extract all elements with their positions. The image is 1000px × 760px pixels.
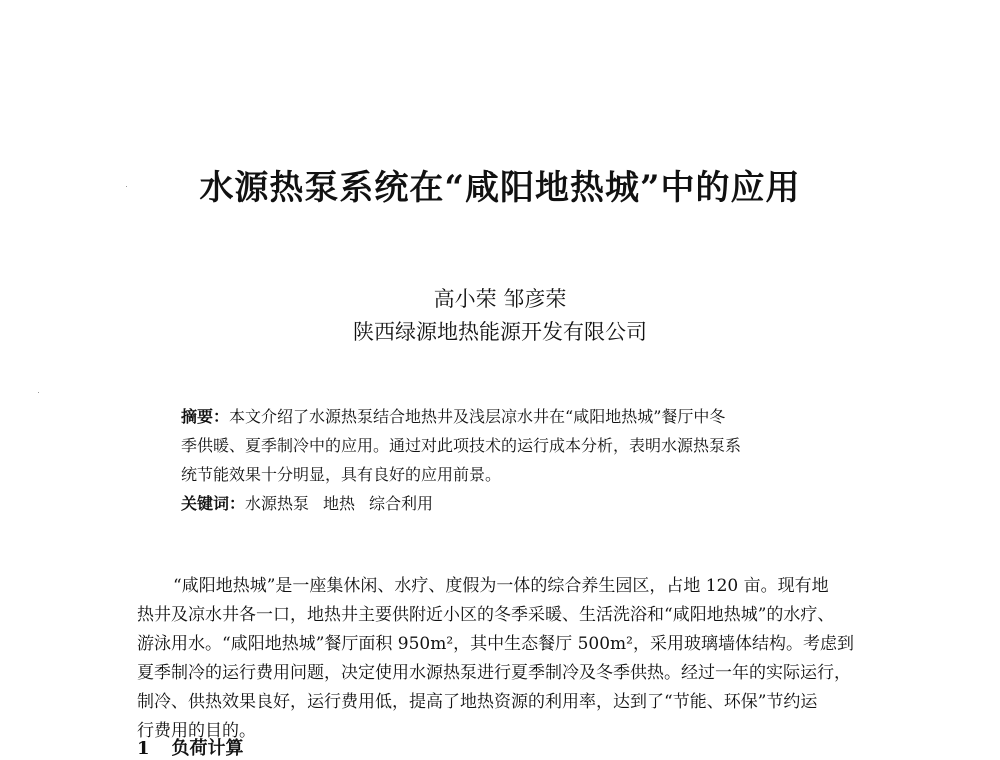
body-paragraph <box>137 572 877 746</box>
keyword: 水源热泵 <box>245 494 310 513</box>
abstract <box>181 402 801 489</box>
keyword: 综合利用 <box>369 494 434 513</box>
affiliation: 陕西绿源地热能源开发有限公司 <box>353 320 647 344</box>
section-title: 负荷计算 <box>171 738 244 759</box>
body-line: 游泳用水。“咸阳地热城”餐厅面积 950m²，其中生态餐厅 500m²，采用玻璃墙体结构。考虑到 <box>137 634 854 654</box>
scan-speck <box>126 186 127 187</box>
body-line: 制冷、供热效果良好，运行费用低，提高了地热资源的利用率，达到了“节能、环保”节约运 <box>137 692 818 712</box>
abstract-line: 季供暖、夏季制冷中的应用。通过对此项技术的运行成本分析，表明水源热泵系 <box>181 436 742 455</box>
abstract-label: 摘要： <box>181 407 230 426</box>
body-line: “咸阳地热城”是一座集休闲、水疗、度假为一体的综合养生园区，占地 120 亩。现有地 <box>173 576 829 596</box>
abstract-line: 本文介绍了水源热泵结合地热井及浅层凉水井在“咸阳地热城”餐厅中冬 <box>229 407 726 426</box>
section-heading <box>137 734 244 760</box>
authors: 高小荣 邹彦荣 <box>433 287 567 311</box>
keyword: 地热 <box>323 494 356 513</box>
section-number: 1 <box>137 738 150 759</box>
body-line: 行费用的目的。 <box>137 721 256 741</box>
paper-title: 水源热泵系统在“咸阳地热城”中的应用 <box>199 168 801 208</box>
keywords <box>181 489 447 518</box>
abstract-line: 统节能效果十分明显，具有良好的应用前景。 <box>181 465 502 484</box>
body-line: 夏季制冷的运行费用问题，决定使用水源热泵进行夏季制冷及冬季供热。经过一年的实际运行， <box>137 663 851 683</box>
scan-speck <box>38 392 39 393</box>
body-line: 热井及凉水井各一口，地热井主要供附近小区的冬季采暖、生活洗浴和“咸阳地热城”的水疗、 <box>137 605 835 625</box>
keywords-label: 关键词： <box>181 494 246 513</box>
